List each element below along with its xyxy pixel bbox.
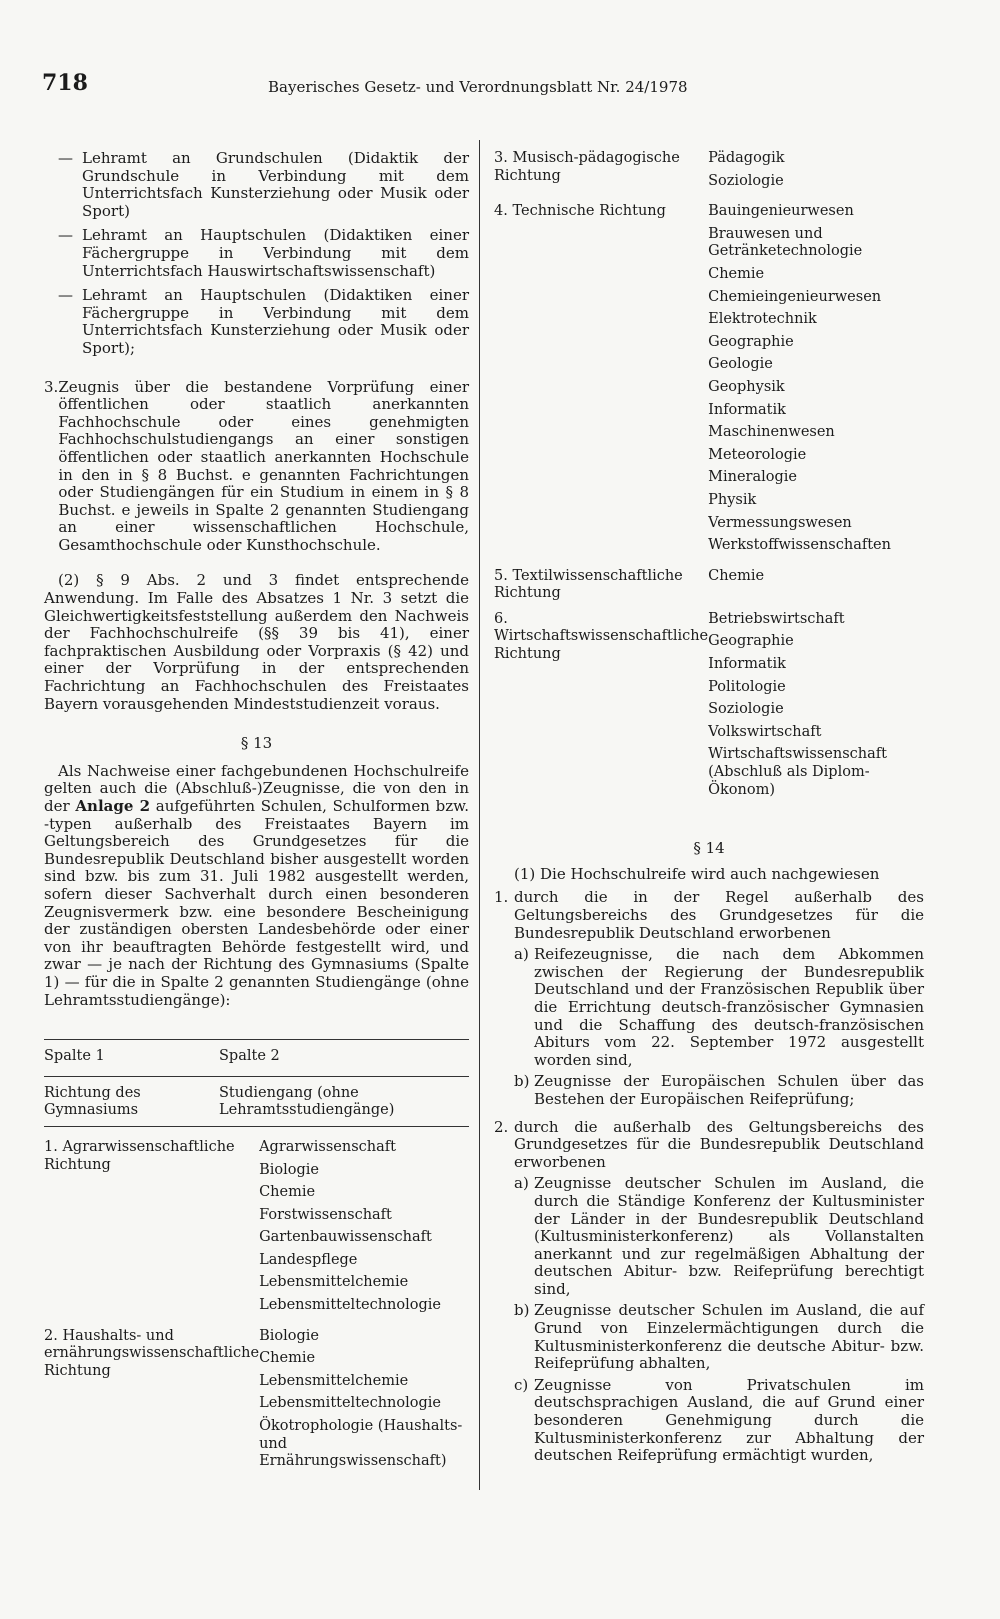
sub-item-text: Zeugnisse von Privatschulen im deutschsprachigen Ausland, die auf Grund einer besonderen Genehmigung durch die Kultusministerkonferenz zur Abhaltung der deutschen Reifeprüfung ermächtigt wurden, [534, 1375, 924, 1465]
right-column [494, 150, 924, 1469]
subject-entry: Geographie [708, 333, 794, 350]
table-subheader-rule [44, 1126, 469, 1127]
sub-item [494, 1073, 924, 1108]
gymnasium-table-body [44, 1139, 469, 1476]
subjects-cell [259, 1139, 469, 1320]
gymnasium-table-continued [494, 150, 924, 804]
dash-item-text: Lehramt an Hauptschulen (Didaktiken einer Fächergruppe in Verbindung mit dem Unterrichtsfach Hauswirtschaftswissenschaft) [82, 226, 469, 280]
table-row [494, 150, 924, 195]
subject-entry: Lebensmittelchemie [259, 1274, 409, 1291]
sub-item-text: Zeugnisse deutscher Schulen im Ausland, die auf Grund von Einzelermächtigungen durch die Kultusministerkonferenz die deutsche Abitur- bzw. Reifeprüfung abhalten, [534, 1301, 924, 1373]
subjects-cell [708, 611, 924, 804]
subject-entry: Vermessungswesen [708, 514, 852, 531]
section-13-bold: Anlage 2 [75, 797, 151, 815]
sub-item [494, 1302, 924, 1372]
sub-item-marker: b) [514, 1072, 530, 1091]
subject-entry: Biologie [259, 1327, 319, 1344]
item-2-text: durch die außerhalb des Geltungsbereichs des Grundgesetzes für die Bundesrepublik Deutschland erworbenen [514, 1117, 924, 1171]
subject-entry: Mineralogie [708, 469, 797, 486]
item-1-marker: 1. [494, 888, 509, 907]
left-column [44, 150, 469, 1476]
dash-item [44, 150, 469, 220]
dash-list [44, 150, 469, 358]
table-top-rule [44, 1039, 469, 1040]
dash-marker: — [58, 286, 73, 305]
subject-entry: Landespflege [259, 1251, 358, 1268]
gymnasium-table-subheader [44, 1085, 469, 1120]
subject-entry: Agrarwissenschaft [259, 1138, 396, 1155]
section-14-title: § 14 [693, 839, 725, 858]
subject-entry: Geologie [708, 356, 773, 373]
subject-entry: Brauwesen und Getränketechnologie [708, 225, 863, 260]
subject-entry: Geographie [708, 633, 794, 650]
dash-marker: — [58, 149, 73, 167]
direction-cell: 5. Textilwissenschaftliche Richtung [494, 567, 683, 602]
table-row [494, 203, 924, 560]
column-divider [479, 140, 480, 1490]
sub-item [494, 946, 924, 1069]
subject-entry: Lebensmitteltechnologie [259, 1297, 441, 1314]
col1-header: Spalte 1 [44, 1048, 105, 1065]
table-row [494, 568, 924, 603]
subjects-cell [708, 150, 924, 195]
subject-entry: Physik [708, 491, 757, 508]
section-14-intro: (1) Die Hochschulreife wird auch nachgewiesen [514, 864, 880, 883]
section-13-title: § 13 [240, 734, 273, 753]
item-1-subitems [494, 946, 924, 1108]
subject-entry: Biologie [259, 1161, 319, 1178]
subject-entry: Maschinenwesen [708, 424, 835, 441]
direction-cell: 2. Haushalts- und ernährungswissenschaftliche Richtung [44, 1327, 260, 1379]
subjects-cell [708, 203, 924, 560]
sub-item [494, 1377, 924, 1465]
item-2-subitems [494, 1175, 924, 1465]
sub-item-marker: b) [514, 1301, 530, 1320]
row-spacer [494, 195, 924, 203]
dash-item [44, 227, 469, 280]
subject-entry: Chemie [708, 567, 765, 584]
subject-entry: Forstwissenschaft [259, 1206, 392, 1223]
subjects-cell [259, 1328, 469, 1476]
table-row [44, 1139, 469, 1320]
item-3-marker: 3. [44, 377, 59, 396]
subject-entry: Informatik [708, 656, 786, 673]
section-13-text [44, 763, 469, 1009]
table-row [494, 611, 924, 804]
sub-item-marker: c) [514, 1375, 529, 1394]
subject-entry: Geophysik [708, 378, 785, 395]
item-3-text: Zeugnis über die bestandene Vorprüfung einer öffentlichen oder staatlich anerkannten Fachhochschule oder eines genehmigten Fachhochschulstudiengangs an einer sonstigen öffentlichen oder staatlich anerkannten Hochschule in den in § 8 Buchst. e genannten Fachrichtungen oder Studiengängen für ein Studium in einem in § 8 Buchst. e jeweils in Spalte 2 genannten Studiengang an einer wissenschaftlichen Hochschule, Gesamthochschule oder Kunsthochschule. [58, 377, 469, 554]
item-3 [44, 379, 469, 555]
subject-entry: Betriebswirtschaft [708, 610, 845, 627]
item-2 [494, 1119, 924, 1172]
subject-entry: Wirtschaftswissenschaft (Abschluß als Diplom-Ökonom) [708, 746, 887, 798]
running-head: Bayerisches Gesetz- und Verordnungsblatt Nr. 24/1978 [268, 78, 688, 96]
section-13-pre: Als Nachweise einer fachgebundenen Hochschulreife gelten auch die (Abschluß-)Zeugnisse, die von den in der [44, 761, 469, 815]
subject-entry: Lebensmitteltechnologie [259, 1395, 441, 1412]
paragraph-2: (2) § 9 Abs. 2 und 3 findet entsprechende Anwendung. Im Falle des Absatzes 1 Nr. 3 setzt die Gleichwertigkeitsfeststellung außerdem den Nachweis der Fachhochschulreife (§§ 39 bis 41), einer fachpraktischen Ausbildung oder Vorpraxis (§ 42) und einer der Vorprüfung in der entsprechenden Fachrichtung an Fachhochschulen des Freistaates Bayern vorausgehenden Mindeststudienzeit voraus. [44, 571, 469, 713]
dash-item-text: Lehramt an Hauptschulen (Didaktiken einer Fächergruppe in Verbindung mit dem Unterrichtsfach Kunsterziehung oder Musik oder Sport); [82, 286, 469, 357]
subject-entry: Ökotrophologie (Haushalts- und Ernährungswissenschaft) [259, 1418, 463, 1470]
subject-entry: Lebensmittelchemie [259, 1372, 409, 1389]
subjects-cell [708, 568, 924, 603]
subject-entry: Chemieingenieurwesen [708, 288, 882, 305]
sub-item-text: Zeugnisse deutscher Schulen im Ausland, die durch die Ständige Konferenz der Kultusminister der Länder in der Bundesrepublik Deutschland (Kultusministerkonferenz) als Vollanstalten anerkannt und zur regelmäßigen Abhaltung der deutschen Abitur- bzw. Reifeprüfung berechtigt sind, [534, 1174, 924, 1298]
sub-item-text: Zeugnisse der Europäischen Schulen über das Bestehen der Europäischen Reifeprüfung; [534, 1072, 924, 1108]
subject-entry: Chemie [259, 1350, 316, 1367]
item-2-marker: 2. [494, 1117, 509, 1136]
sub-item [494, 1175, 924, 1298]
table-header-rule [44, 1076, 469, 1077]
gymnasium-table-header [44, 1048, 469, 1066]
subject-entry: Meteorologie [708, 446, 807, 463]
table-row [44, 1328, 469, 1476]
page-number: 718 [42, 70, 88, 96]
col2-header: Spalte 2 [219, 1048, 280, 1065]
section-13-post: aufgeführten Schulen, Schulformen bzw. -typen außerhalb des Freistaates Bayern im Geltungsbereich des Grundgesetzes für die Bundesrepublik Deutschland bisher ausgestellt worden sind bzw. bis zum 31. Juli 1982 ausgestellt werden, sofern dieser Sachverhalt durch einen besonderen Zeugnisvermerk bzw. eine besondere Bescheinigung der zuständigen obersten Landesbehörde oder einer von ihr beauftragten Behörde festgestellt wird, und zwar — je nach der Richtung des Gymnasiums (Spalte 1) — für die in Spalte 2 genannten Studiengänge (ohne Lehramtsstudiengänge): [44, 797, 469, 1009]
subject-entry: Werkstoffwissenschaften [708, 537, 891, 554]
sub-item-marker: a) [514, 1174, 529, 1193]
col2-subheader: Studiengang (ohne Lehramtsstudiengänge) [219, 1084, 395, 1119]
row-spacer [44, 1320, 469, 1328]
subject-entry: Elektrotechnik [708, 311, 817, 328]
dash-marker: — [58, 226, 73, 245]
dash-item [44, 287, 469, 357]
subject-entry: Gartenbauwissenschaft [259, 1229, 432, 1246]
subject-entry: Soziologie [708, 701, 784, 718]
row-spacer [494, 603, 924, 611]
subject-entry: Volkswirtschaft [708, 723, 822, 740]
subject-entry: Politologie [708, 678, 786, 695]
sub-item-text: Reifezeugnisse, die nach dem Abkommen zwischen der Regierung der Bundesrepublik Deutschland und der Französischen Republik über die Errichtung deutsch-französischer Gymnasien und die Schaffung des deutsch-französischen Abiturs vom 22. September 1972 ausgestellt worden sind, [534, 945, 924, 1069]
item-1-text: durch die in der Regel außerhalb des Geltungsbereichs des Grundgesetzes für die Bundesrepublik Deutschland erworbenen [514, 888, 924, 942]
sub-item-marker: a) [514, 945, 529, 964]
subject-entry: Bauingenieurwesen [708, 203, 854, 220]
direction-cell: 6. Wirtschaftswissenschaftliche Richtung [494, 610, 709, 663]
row-spacer [494, 560, 924, 568]
item-1 [494, 889, 924, 942]
subject-entry: Informatik [708, 401, 786, 418]
direction-cell: 3. Musisch-pädagogische Richtung [494, 150, 680, 184]
subject-entry: Chemie [708, 265, 765, 282]
direction-cell: 4. Technische Richtung [494, 203, 666, 220]
page-header [42, 70, 697, 110]
subject-entry: Chemie [259, 1184, 316, 1201]
direction-cell: 1. Agrarwissenschaftliche Richtung [44, 1138, 235, 1173]
subject-entry: Soziologie [708, 172, 784, 189]
dash-item-text: Lehramt an Grundschulen (Didaktik der Grundschule in Verbindung mit dem Unterrichtsfach Kunsterziehung oder Musik oder Sport) [82, 149, 469, 220]
col1-subheader: Richtung des Gymnasiums [44, 1084, 141, 1119]
subject-entry: Pädagogik [708, 150, 785, 166]
